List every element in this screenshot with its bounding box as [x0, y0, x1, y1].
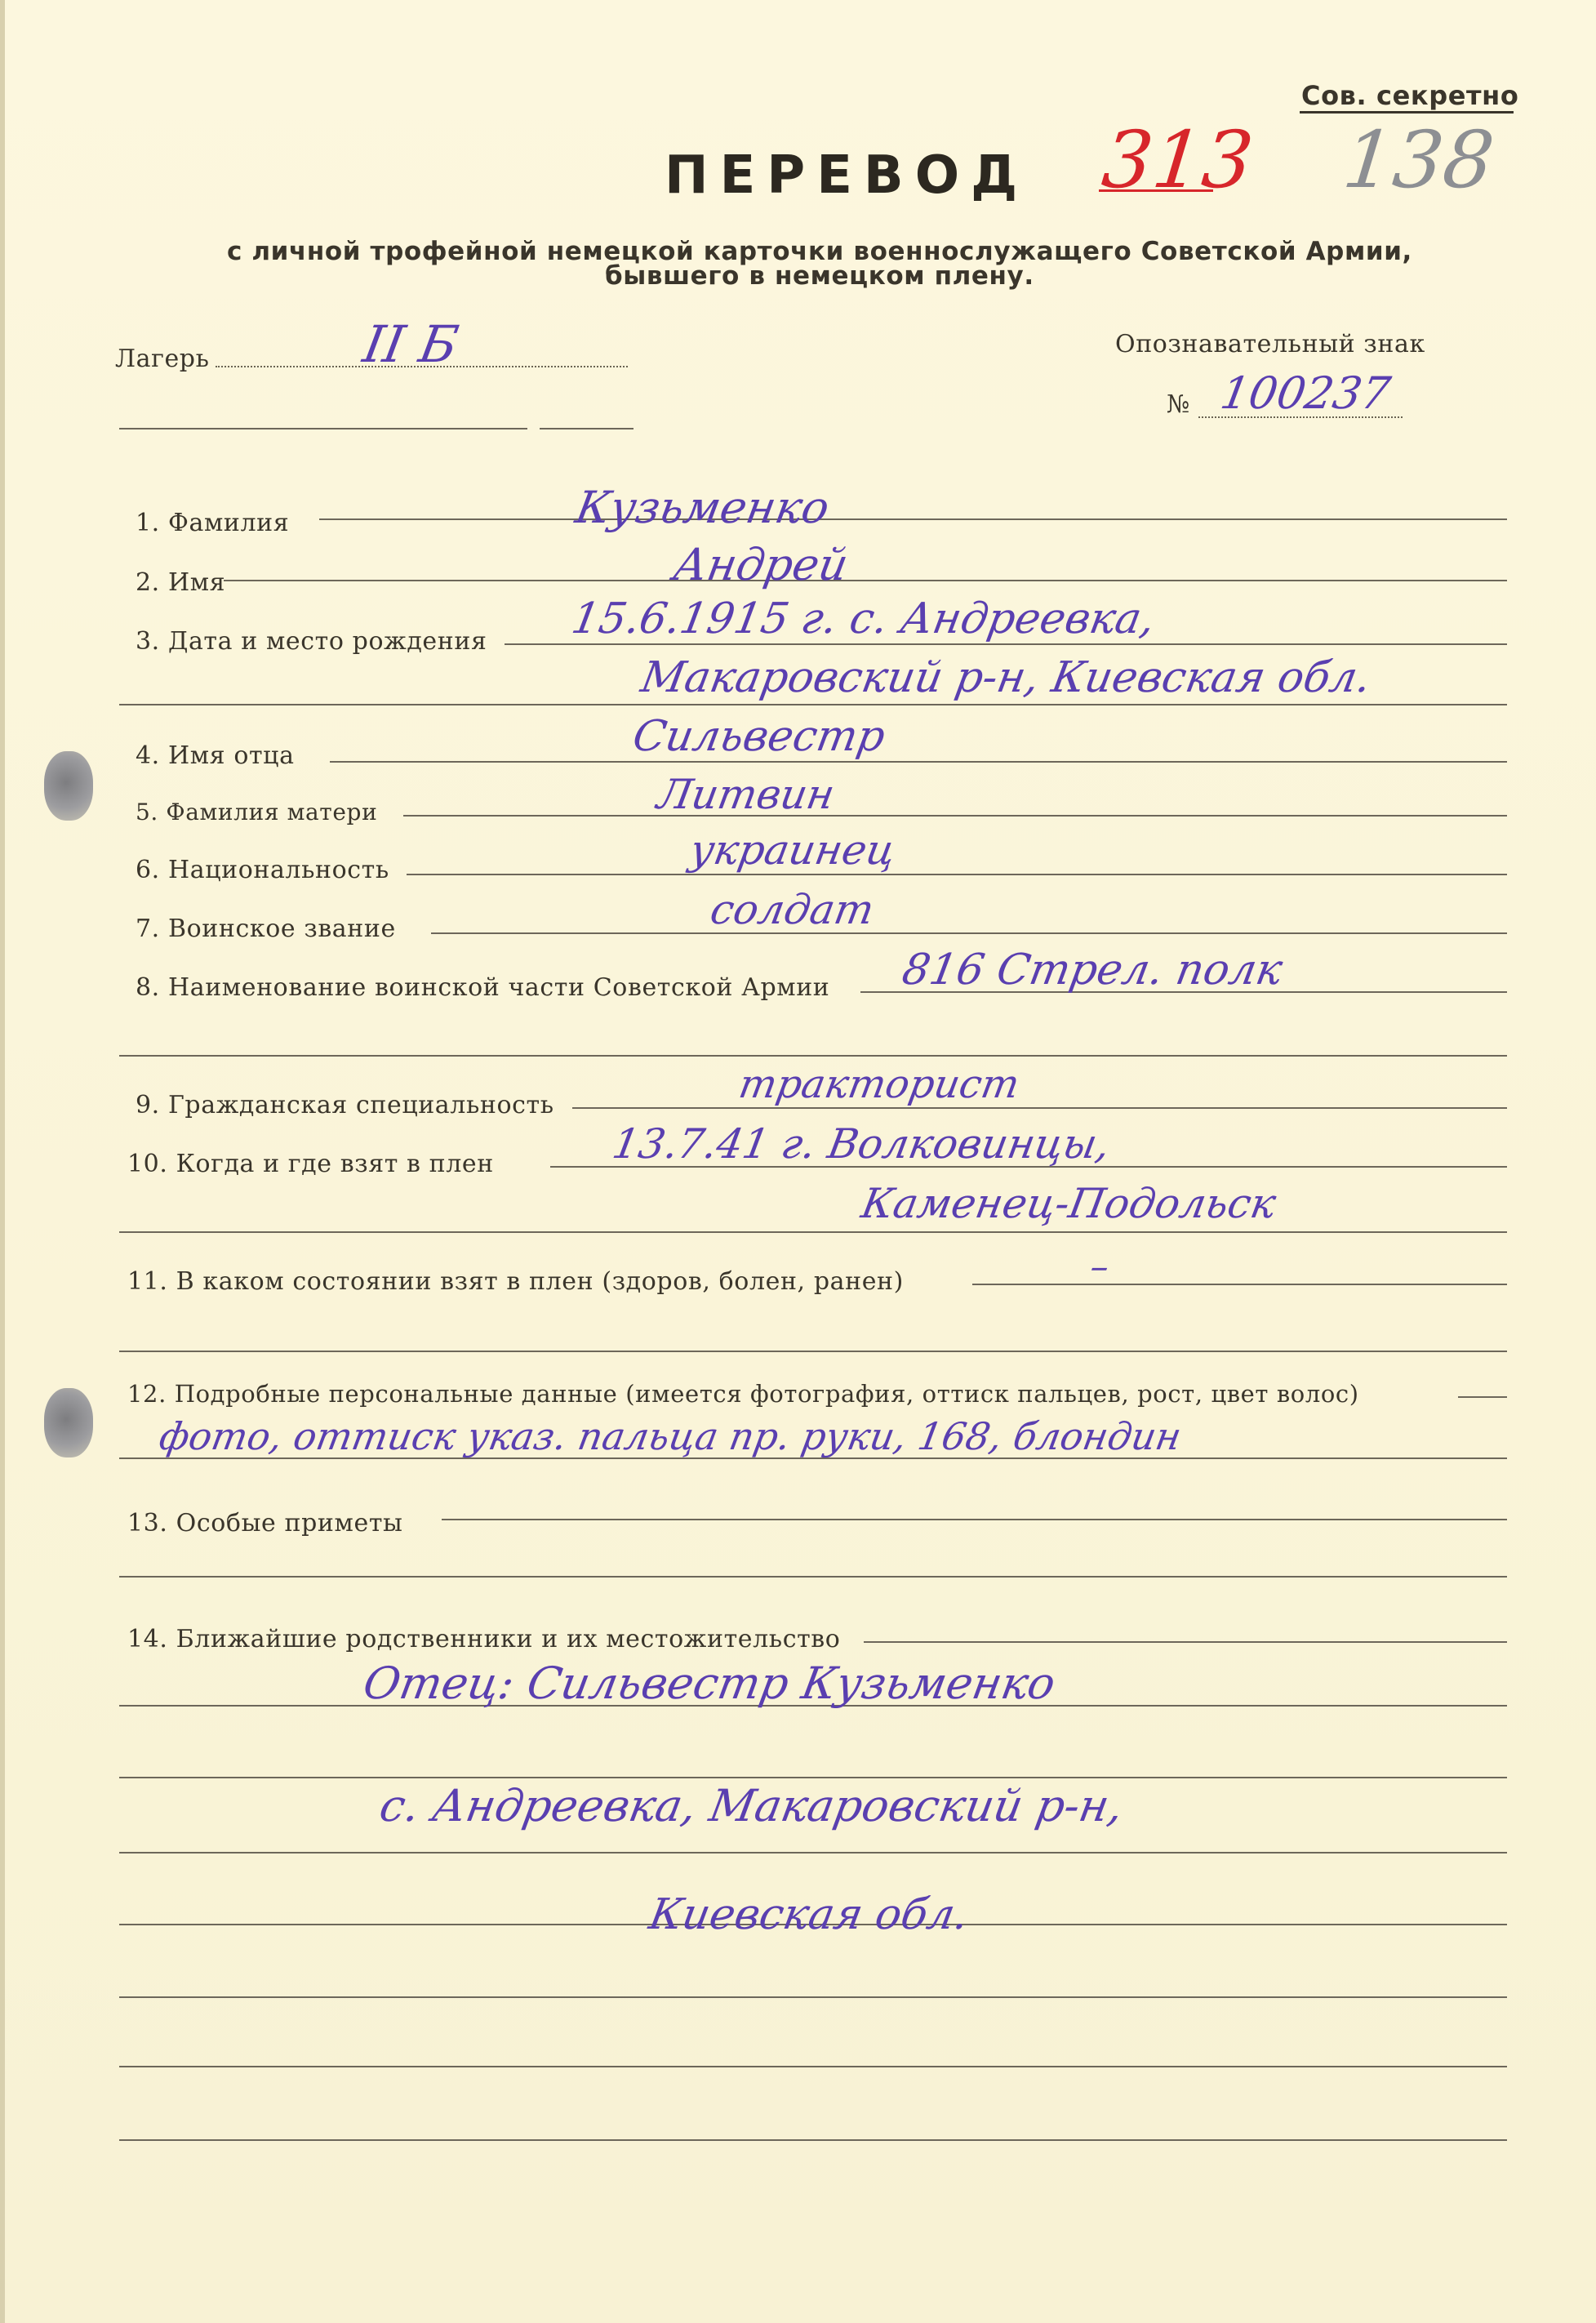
field-2-label: 2. Имя [136, 568, 226, 597]
field-7-line [431, 932, 1507, 934]
field-7-value: солдат [706, 886, 878, 933]
field-10-value-2: Каменец-Подольск [857, 1180, 1280, 1227]
field-12-value: фото, оттиск указ. пальца пр. руки, 168, блондин [156, 1414, 1185, 1458]
camp-extra-line-2 [540, 428, 634, 429]
field-8-label: 8. Наименование воинской части Советской Армии [136, 973, 830, 1002]
punch-hole-top [44, 751, 93, 821]
field-14-label: 14. Ближайшие родственники и их местожительство [127, 1625, 841, 1653]
field-10-value: 13.7.41 г. Волковинцы, [608, 1120, 1114, 1168]
field-3-label: 3. Дата и место рождения [136, 627, 487, 656]
red-stamp-underline [1099, 189, 1213, 192]
field-9-line [572, 1107, 1507, 1109]
gray-stamp-number: 138 [1339, 114, 1499, 206]
field-14-value: Отец: Сильвестр Кузьменко [359, 1658, 1060, 1709]
field-9-label: 9. Гражданская специальность [136, 1091, 554, 1119]
field-12-label: 12. Подробные персональные данные (имеется фотография, оттиск пальцев, рост, цвет волос) [127, 1380, 1359, 1408]
field-1-line [319, 518, 1507, 520]
field-10-line-2 [119, 1231, 1507, 1233]
classification-underline [1300, 111, 1514, 113]
field-11-line [972, 1284, 1507, 1285]
field-5-label: 5. Фамилия матери [136, 799, 378, 826]
field-2-value: Андрей [669, 539, 852, 590]
field-5-value: Литвин [653, 771, 838, 818]
classification-label: Сов. секретно [1301, 80, 1519, 111]
red-stamp-number: 313 [1098, 114, 1258, 206]
field-2-line [224, 580, 1507, 581]
field-14-line-3 [119, 1777, 1507, 1778]
field-4-line [330, 761, 1507, 763]
page-title: ПЕРЕВОД [665, 145, 1029, 206]
field-4-value: Сильвестр [629, 712, 889, 761]
field-5-line [403, 815, 1507, 817]
field-11-label: 11. В каком состоянии взят в плен (здоров, болен, ранен) [127, 1267, 904, 1296]
punch-hole-bottom [44, 1388, 93, 1457]
field-14-line-7 [119, 2066, 1507, 2067]
field-14-value-3: Киевская обл. [645, 1890, 972, 1939]
id-mark-number-sign: № [1167, 390, 1190, 419]
camp-label: Лагерь [115, 345, 210, 373]
field-3-line [505, 643, 1507, 645]
field-1-label: 1. Фамилия [136, 509, 290, 537]
field-11-line-2 [119, 1351, 1507, 1352]
field-13-line-2 [119, 1576, 1507, 1578]
field-13-label: 13. Особые приметы [127, 1509, 403, 1538]
field-14-line [864, 1641, 1507, 1643]
field-3-value: 15.6.1915 г. с. Андреевка, [567, 594, 1159, 643]
field-7-label: 7. Воинское звание [136, 915, 396, 943]
field-3-value-2: Макаровский р-н, Киевская обл. [637, 653, 1375, 702]
field-6-label: 6. Национальность [136, 856, 389, 884]
subtitle-line-1: с личной трофейной немецкой карточки военнослужащего Советской Армии, [227, 237, 1412, 266]
field-9-value: тракторист [736, 1061, 1023, 1107]
subtitle-line-2: бывшего в немецком плену. [605, 261, 1034, 291]
field-14-value-2: с. Андреевка, Макаровский р-н, [376, 1780, 1127, 1831]
field-10-label: 10. Когда и где взят в плен [127, 1150, 494, 1178]
field-3-line-2 [119, 704, 1507, 705]
camp-value: II Б [358, 314, 463, 374]
field-8-value: 816 Стрел. полк [898, 946, 1287, 995]
field-12-line [1458, 1396, 1507, 1398]
camp-extra-line [119, 428, 527, 429]
field-6-value: украинец [686, 826, 900, 874]
field-4-label: 4. Имя отца [136, 741, 295, 770]
field-8-line-2 [119, 1055, 1507, 1057]
field-14-line-6 [119, 1996, 1507, 1998]
field-14-line-4 [119, 1852, 1507, 1854]
field-13-line [442, 1519, 1507, 1520]
field-1-value: Кузьменко [571, 482, 834, 533]
field-6-line [407, 874, 1507, 875]
id-mark-value: 100237 [1216, 367, 1394, 419]
field-11-value: – [1087, 1246, 1113, 1288]
id-mark-label: Опознавательный знак [1115, 330, 1425, 358]
field-14-line-8 [119, 2139, 1507, 2141]
